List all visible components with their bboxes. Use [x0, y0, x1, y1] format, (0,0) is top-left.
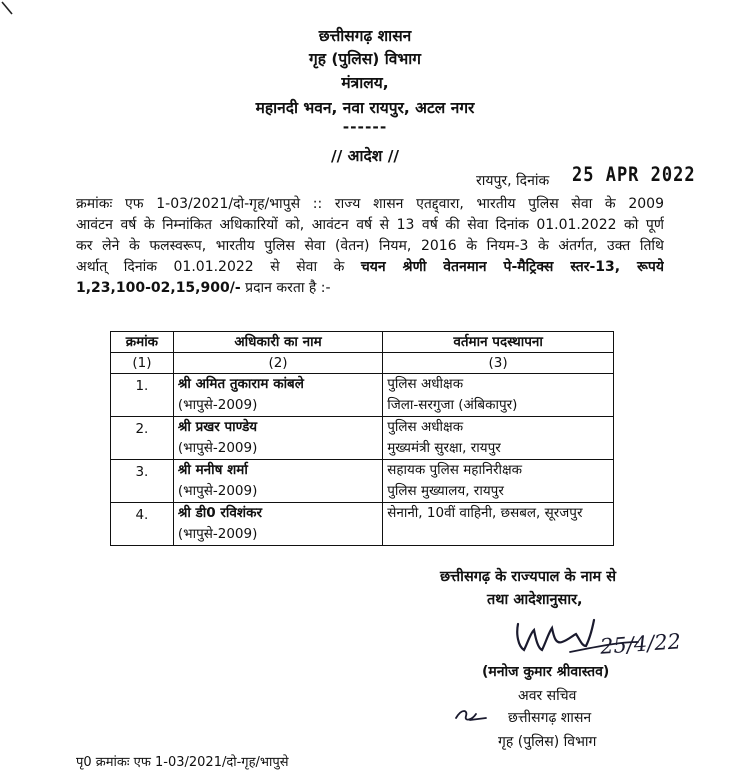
- header-current-posting: वर्तमान पदस्थापना: [383, 332, 614, 353]
- posting-line-2: जिला-सरगुजा (अंबिकापुर): [387, 397, 518, 413]
- row-officer: [173, 460, 382, 503]
- officer-service: (भापुसे-2009): [177, 526, 258, 542]
- date-stamp: 25 APR 2022: [572, 163, 696, 187]
- row-serial: 3.: [111, 460, 174, 503]
- row-posting: [383, 417, 614, 460]
- officer-name: श्री अमित तुकाराम कांबले: [177, 376, 304, 392]
- officer-service: (भापुसे-2009): [177, 440, 258, 456]
- header-department: गृह (पुलिस) विभाग: [309, 50, 421, 68]
- header-serial: क्रमांक: [111, 332, 174, 353]
- signature-authority-line-2: तथा आदेशानुसार,: [487, 592, 583, 608]
- row-serial: 1.: [111, 374, 174, 417]
- paragraph-line-1: क्रमांकः एफ 1-03/2021/दो-गृह/भापुसे :: राज्य शासन एतद्द्वारा, भारतीय पुलिस सेवा के 2009: [76, 196, 664, 212]
- posting-line-2: मुख्यमंत्री सुरक्षा, रायपुर: [387, 440, 501, 456]
- order-title: // आदेश //: [330, 147, 400, 165]
- posting-line-2: पुलिस मुख्यालय, रायपुर: [387, 483, 504, 499]
- signatory-org-1: छत्तीसगढ़ शासन: [508, 710, 592, 726]
- paragraph-line-4-bold: चयन श्रेणी वेतनमान पे-मैट्रिक्स स्तर-13, रूपये: [360, 259, 664, 275]
- row-serial: 2.: [111, 417, 174, 460]
- table-header-row: [111, 332, 614, 353]
- officer-name: श्री डी0 रविशंकर: [177, 505, 262, 521]
- corner-mark-icon: [0, 0, 18, 16]
- officer-service: (भापुसे-2009): [177, 483, 258, 499]
- colnum-3: (3): [383, 353, 614, 374]
- header-government: छत्तीसगढ़ शासन: [318, 27, 412, 45]
- signatory-org-2: गृह (पुलिस) विभाग: [498, 734, 597, 750]
- paragraph-line-2: आवंटन वर्ष के निम्नांकित अधिकारियों को, आवंटन वर्ष से 13 वर्ष की सेवा दिनांक 01.01.2022 को पूर्ण: [76, 217, 664, 233]
- table-row: [111, 460, 614, 503]
- officer-name: श्री प्रखर पाण्डेय: [177, 419, 258, 435]
- colnum-1: (1): [111, 353, 174, 374]
- footer-endorsement-partial: पृ0 क्रमांकः एफ 1-03/2021/दो-गृह/भापुसे: [76, 755, 289, 770]
- row-officer: [173, 374, 382, 417]
- paragraph-line-4-plain: अर्थात् दिनांक 01.01.2022 से सेवा के: [76, 259, 345, 275]
- posting-line-1: पुलिस अधीक्षक: [387, 376, 464, 392]
- posting-line-1: सेनानी, 10वीं वाहिनी, छसबल, सूरजपुर: [387, 505, 583, 521]
- date-place: रायपुर, दिनांक: [476, 173, 550, 189]
- table-row: [111, 417, 614, 460]
- row-posting: [383, 503, 614, 546]
- row-posting: [383, 460, 614, 503]
- officers-table: [110, 331, 614, 546]
- table-row: [111, 503, 614, 546]
- initial-mark-icon: [452, 704, 492, 726]
- row-officer: [173, 417, 382, 460]
- paragraph-line-3: कर लेने के फलस्वरूप, भारतीय पुलिस सेवा (वेतन) नियम, 2016 के नियम-3 के अंतर्गत, उक्त तिथि: [76, 238, 664, 254]
- order-paragraph: [76, 194, 664, 299]
- header-divider: ------: [342, 118, 388, 136]
- officer-name: श्री मनीष शर्मा: [177, 462, 248, 478]
- signature-authority-line-1: छत्तीसगढ़ के राज्यपाल के नाम से: [440, 569, 617, 585]
- table-row: [111, 374, 614, 417]
- paragraph-line-5: [76, 278, 664, 299]
- signatory-name: (मनोज कुमार श्रीवास्तव): [482, 664, 610, 680]
- header-officer-name: अधिकारी का नाम: [173, 332, 382, 353]
- officer-service: (भापुसे-2009): [177, 397, 258, 413]
- row-posting: [383, 374, 614, 417]
- table-colnum-row: [111, 353, 614, 374]
- row-officer: [173, 503, 382, 546]
- posting-line-1: पुलिस अधीक्षक: [387, 419, 464, 435]
- posting-line-2: [387, 524, 609, 545]
- row-serial: 4.: [111, 503, 174, 546]
- paragraph-line-5-plain: प्रदान करता है :-: [245, 280, 331, 296]
- posting-line-1: सहायक पुलिस महानिरीक्षक: [387, 462, 523, 478]
- colnum-2: (2): [173, 353, 382, 374]
- paragraph-line-4: [76, 257, 664, 278]
- pay-range: 1,23,100-02,15,900/-: [76, 280, 241, 296]
- handwritten-date: 25/4/22: [599, 629, 682, 659]
- header-address: महानदी भवन, नवा रायपुर, अटल नगर: [255, 99, 475, 117]
- header-ministry: मंत्रालय,: [341, 74, 389, 92]
- signatory-designation: अवर सचिव: [518, 688, 577, 704]
